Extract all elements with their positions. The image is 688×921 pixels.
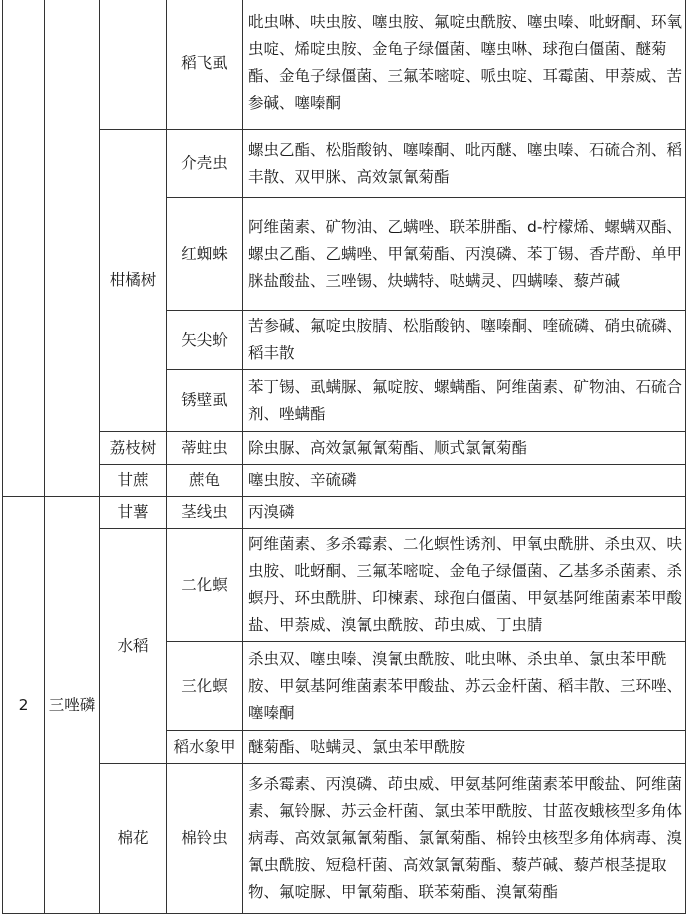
cell-crop: 荔枝树	[100, 432, 167, 465]
cell-alternatives: 醚菊酯、哒螨灵、氯虫苯甲酰胺	[243, 731, 686, 764]
cell-pest: 二化螟	[167, 529, 243, 642]
cell-alternatives: 除虫脲、高效氯氟氰菊酯、顺式氯氰菊酯	[243, 432, 686, 465]
cell-alternatives: 苦参碱、氟啶虫胺腈、松脂酸钠、噻嗪酮、喹硫磷、硝虫硫磷、稻丰散	[243, 311, 686, 370]
cell-pest: 棉铃虫	[167, 764, 243, 914]
cell-alternatives: 丙溴磷	[243, 497, 686, 529]
cell-pest: 三化螟	[167, 642, 243, 731]
table-row	[3, 432, 686, 465]
cell-crop: 柑橘树	[100, 130, 167, 432]
cell-alternatives: 杀虫双、噻虫嗪、溴氰虫酰胺、吡虫啉、杀虫单、氯虫苯甲酰胺、甲氨基阿维菌素苯甲酸盐、苏云金杆菌、稻丰散、三环唑、噻嗪酮	[243, 642, 686, 731]
cell-pest: 红蜘蛛	[167, 198, 243, 311]
cell-alternatives: 吡虫啉、呋虫胺、噻虫胺、氟啶虫酰胺、噻虫嗪、吡蚜酮、环氧虫啶、烯啶虫胺、金龟子绿僵菌、噻虫啉、球孢白僵菌、醚菊酯、金龟子绿僵菌、三氟苯嘧啶、哌虫啶、耳霉菌、甲萘威、苦参碱、噻嗪酮	[243, 0, 686, 130]
cell-alternatives: 阿维菌素、多杀霉素、二化螟性诱剂、甲氧虫酰肼、杀虫双、呋虫胺、吡蚜酮、三氟苯嘧啶、金龟子绿僵菌、乙基多杀菌素、杀螟丹、环虫酰肼、印楝素、球孢白僵菌、甲氨基阿维菌素苯甲酸盐、甲萘威、溴氰虫酰胺、茚虫威、丁虫腈	[243, 529, 686, 642]
table-row	[3, 130, 686, 198]
cell-no: 2	[3, 497, 45, 914]
cell-pesticide-name: 三唑磷	[45, 497, 100, 914]
cell-pest: 蔗龟	[167, 465, 243, 497]
table-row	[3, 0, 686, 130]
cell-pest: 介壳虫	[167, 130, 243, 198]
table-row	[3, 465, 686, 497]
cell-pest: 锈壁虱	[167, 370, 243, 432]
table-row	[3, 529, 686, 642]
cell-crop: 棉花	[100, 764, 167, 914]
cell-alternatives: 噻虫胺、辛硫磷	[243, 465, 686, 497]
cell-pest: 茎线虫	[167, 497, 243, 529]
cell-pest: 蒂蛀虫	[167, 432, 243, 465]
cell-pest: 矢尖蚧	[167, 311, 243, 370]
cell-alternatives: 多杀霉素、丙溴磷、茚虫威、甲氨基阿维菌素苯甲酸盐、阿维菌素、氟铃脲、苏云金杆菌、氯虫苯甲酰胺、甘蓝夜蛾核型多角体病毒、高效氯氟氰菊酯、氯氰菊酯、棉铃虫核型多角体病毒、溴氰虫酰胺、短稳杆菌、高效氯氰菊酯、藜芦碱、藜芦根茎提取物、氟啶脲、甲氰菊酯、联苯菊酯、溴氰菊酯	[243, 764, 686, 914]
pesticide-registration-table	[2, 0, 686, 914]
cell-alternatives: 螺虫乙酯、松脂酸钠、噻嗪酮、吡丙醚、噻虫嗪、石硫合剂、稻丰散、双甲脒、高效氯氰菊酯	[243, 130, 686, 198]
cell-pest: 稻飞虱	[167, 0, 243, 130]
cell-crop: 甘蔗	[100, 465, 167, 497]
table-row	[3, 764, 686, 914]
cell-alternatives: 阿维菌素、矿物油、乙螨唑、联苯肼酯、d-柠檬烯、螺螨双酯、螺虫乙酯、乙螨唑、甲氰菊酯、丙溴磷、苯丁锡、香芹酚、单甲脒盐酸盐、三唑锡、炔螨特、哒螨灵、四螨嗪、藜芦碱	[243, 198, 686, 311]
cell-pest: 稻水象甲	[167, 731, 243, 764]
cell-no	[3, 0, 45, 497]
cell-pesticide-name	[45, 0, 100, 497]
cell-crop: 甘薯	[100, 497, 167, 529]
table-row	[3, 497, 686, 529]
cell-alternatives: 苯丁锡、虱螨脲、氟啶胺、螺螨酯、阿维菌素、矿物油、石硫合剂、唑螨酯	[243, 370, 686, 432]
cell-crop	[100, 0, 167, 130]
cell-crop: 水稻	[100, 529, 167, 764]
